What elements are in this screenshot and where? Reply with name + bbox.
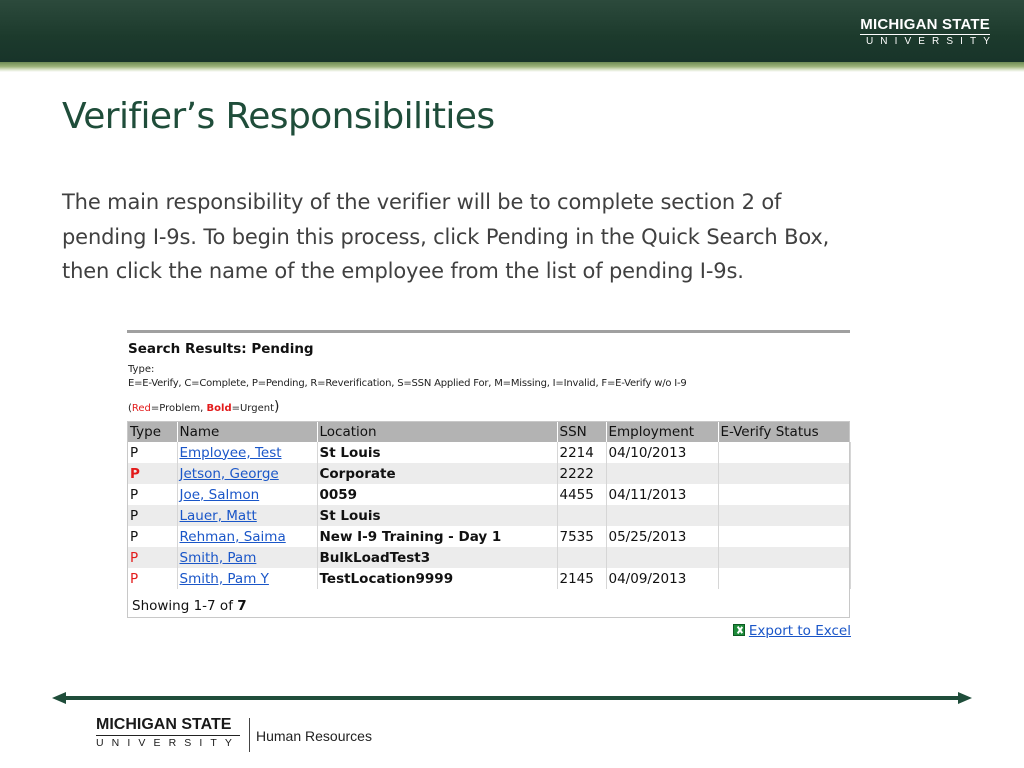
column-header-type[interactable]: Type [128,422,177,442]
column-header-location[interactable]: Location [317,422,557,442]
key-bold: Bold [206,403,232,414]
key-red-meaning: =Problem, [150,403,207,414]
table-row[interactable] [128,484,850,505]
location-cell: 0059 [317,484,557,505]
table-row[interactable] [128,526,850,547]
ssn-cell: 2222 [557,463,606,484]
logo-wordmark: MICHIGAN STATE [860,16,990,33]
name-cell [177,547,317,568]
ssn-cell: 4455 [557,484,606,505]
everify-status-cell [718,442,850,463]
search-results-title: Search Results: Pending [128,341,314,357]
key-close: ) [274,399,280,415]
type-cell: P [128,526,177,547]
logo-subtitle: UNIVERSITY [865,36,997,47]
logo-wordmark: MICHIGAN STATE [96,716,240,736]
column-header-ssn[interactable]: SSN [557,422,606,442]
employee-name-link[interactable]: Rehman, Saima [179,528,286,545]
results-table [128,422,851,589]
ssn-cell: 7535 [557,526,606,547]
employment-cell: 04/10/2013 [606,442,718,463]
type-cell: P [128,442,177,463]
employee-name-link[interactable]: Joe, Salmon [179,486,260,503]
employment-cell [606,547,718,568]
employment-cell [606,463,718,484]
employment-cell: 04/09/2013 [606,568,718,589]
search-results-screenshot [127,330,851,642]
ssn-cell: 2145 [557,568,606,589]
type-legend: E=E-Verify, C=Complete, P=Pending, R=Reverification, S=SSN Applied For, M=Missing, I=Invalid, F=E-Verify w/o I-9 [128,378,687,389]
results-count-prefix: Showing 1-7 of [132,598,238,614]
type-cell: P [128,568,177,589]
everify-status-cell [718,526,850,547]
results-body [128,442,850,589]
location-cell: St Louis [317,442,557,463]
employment-cell: 05/25/2013 [606,526,718,547]
location-cell: TestLocation9999 [317,568,557,589]
employee-name-link[interactable]: Jetson, George [179,465,279,482]
type-label: Type: [128,364,155,375]
export-excel-label[interactable]: Export to Excel [748,623,851,639]
results-count-total: 7 [237,598,247,614]
top-banner-stripe [0,62,1024,72]
employee-name-link[interactable]: Employee, Test [179,444,282,461]
msu-logo-bottom [96,716,240,750]
arrow-right-icon [958,692,972,704]
type-cell: P [128,484,177,505]
location-cell: BulkLoadTest3 [317,547,557,568]
department-name: Human Resources [256,728,372,744]
name-cell [177,442,317,463]
everify-status-cell [718,547,850,568]
msu-logo-top [860,16,997,48]
everify-status-cell [718,484,850,505]
everify-status-cell [718,505,850,526]
footer-divider [64,696,960,700]
key-red: Red [131,403,151,414]
column-header-employment[interactable]: Employment [606,422,718,442]
type-cell: P [128,505,177,526]
everify-status-cell [718,568,850,589]
name-cell [177,484,317,505]
column-header-everify-status[interactable]: E-Verify Status [718,422,850,442]
key-bold-meaning: =Urgent [231,403,275,414]
ssn-cell [557,505,606,526]
table-row[interactable] [128,442,850,463]
logo-separator [249,718,250,752]
employment-cell: 04/11/2013 [606,484,718,505]
table-row[interactable] [128,463,850,484]
slide-body [62,185,962,289]
export-excel-link[interactable] [733,623,851,639]
employment-cell [606,505,718,526]
type-cell: P [128,547,177,568]
slide-title: Verifier’s Responsibilities [62,96,495,137]
table-row[interactable] [128,547,850,568]
body-line: then click the name of the employee from the list of pending I-9s. [62,259,744,283]
employee-name-link[interactable]: Smith, Pam Y [179,570,269,587]
name-cell [177,463,317,484]
table-header-row [128,422,850,442]
everify-status-cell [718,463,850,484]
logo-subtitle: UNIVERSITY [96,737,241,749]
excel-icon [733,624,745,636]
name-cell [177,505,317,526]
location-cell: St Louis [317,505,557,526]
ssn-cell [557,547,606,568]
key-open: ( [128,403,132,414]
name-cell [177,526,317,547]
name-cell [177,568,317,589]
location-cell: New I-9 Training - Day 1 [317,526,557,547]
body-line: The main responsibility of the verifier will be to complete section 2 of [62,190,782,214]
body-line: pending I-9s. To begin this process, click Pending in the Quick Search Box, [62,224,830,249]
type-cell: P [128,463,177,484]
results-count [132,598,247,614]
table-row[interactable] [128,568,850,589]
divider [127,330,850,333]
employee-name-link[interactable]: Lauer, Matt [179,507,257,524]
status-key [128,399,279,415]
table-row[interactable] [128,505,850,526]
column-header-name[interactable]: Name [177,422,317,442]
employee-name-link[interactable]: Smith, Pam [179,549,257,566]
ssn-cell: 2214 [557,442,606,463]
location-cell: Corporate [317,463,557,484]
